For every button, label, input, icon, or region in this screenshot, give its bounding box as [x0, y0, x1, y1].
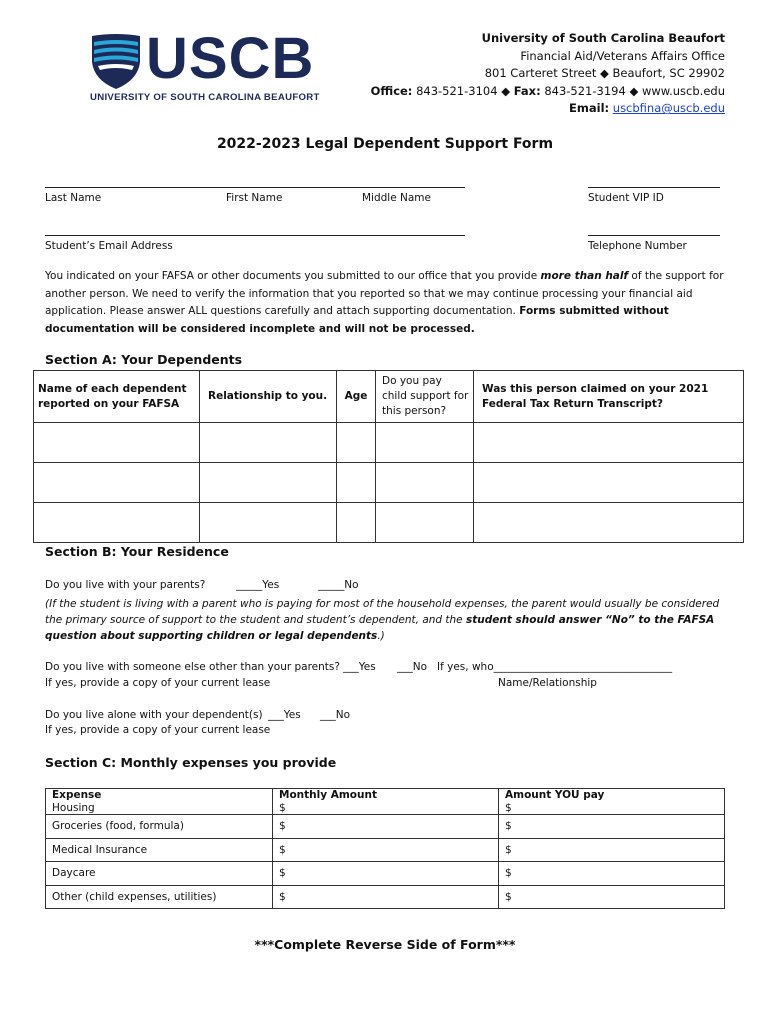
other-yes-option[interactable]: ___Yes [343, 661, 376, 673]
you-pay-amount[interactable]: $ [499, 838, 725, 862]
monthly-amount: $ [279, 802, 286, 814]
office-name: Financial Aid/Veterans Affairs Office [520, 48, 725, 63]
last-name-label: Last Name [45, 192, 102, 204]
residence-note-bold: student should answer “No” to the FAFSA question about supporting children or legal dependents [45, 614, 715, 642]
street-address: 801 Carteret Street ◆ Beaufort, SC 29902 [484, 66, 725, 81]
monthly-amount[interactable]: $ [273, 838, 499, 862]
lease-note-2: If yes, provide a copy of your current lease [45, 724, 271, 736]
you-pay-cell[interactable] [499, 789, 725, 815]
monthly-amount[interactable]: $ [273, 815, 499, 839]
office-label: Office: [370, 83, 413, 98]
residence-note-text: (If the student is living with a parent who is paying for most of the household expenses, the parent would usually be considered the primary source of support to the student and student’s dependent, and the [45, 598, 720, 626]
monthly-amount[interactable]: $ [273, 862, 499, 886]
intro-paragraph [45, 268, 735, 338]
alone-no-option[interactable]: ___No [320, 709, 351, 721]
residence-note [45, 596, 725, 644]
expense-cell [46, 789, 273, 815]
intro-warning: Forms submitted without documentation will be considered incomplete and will not be processed. [45, 305, 669, 335]
cell-input[interactable] [200, 423, 337, 463]
office-address-block [371, 30, 725, 118]
you-pay-amount[interactable]: $ [499, 862, 725, 886]
intro-text-2: of the support for another person. We need to verify the information that you reported so that we may continue processing your financial aid application. Please answer ALL questions carefully and attach supporting documentation. [45, 270, 724, 317]
table-row [34, 463, 744, 503]
table-row [34, 503, 744, 543]
reverse-side-note: ***Complete Reverse Side of Form*** [254, 937, 516, 952]
cell-input[interactable] [337, 423, 376, 463]
email-field-line[interactable] [45, 235, 465, 236]
col-amount-you-pay: Amount YOU pay [505, 789, 605, 801]
telephone-label: Telephone Number [588, 240, 687, 252]
vip-id-line[interactable] [588, 187, 720, 188]
you-pay-amount[interactable]: $ [499, 885, 725, 909]
cell-input[interactable] [200, 503, 337, 543]
intro-emphasis: more than half [540, 270, 629, 282]
cell-input[interactable] [200, 463, 337, 503]
intro-text-1: You indicated on your FAFSA or other documents you submitted to our office that you provide [45, 270, 541, 282]
expenses-table [45, 788, 725, 909]
col-dependent-name: Name of each dependent reported on your FAFSA [34, 371, 200, 423]
live-with-other-question: Do you live with someone else other than your parents? [45, 661, 340, 673]
cell-input[interactable] [376, 423, 474, 463]
monthly-cell[interactable] [273, 789, 499, 815]
section-b-title: Section B: Your Residence [45, 544, 229, 559]
col-age: Age [337, 371, 376, 423]
lease-note-1: If yes, provide a copy of your current lease [45, 677, 271, 689]
monthly-amount[interactable]: $ [273, 885, 499, 909]
table-row [46, 789, 725, 815]
cell-input[interactable] [34, 503, 200, 543]
email-label: Email: [569, 101, 610, 116]
alone-yes-option[interactable]: ___Yes [268, 709, 301, 721]
cell-input[interactable] [474, 423, 744, 463]
expense-label: Daycare [46, 862, 273, 886]
you-pay-amount: $ [505, 802, 512, 814]
cell-input[interactable] [376, 503, 474, 543]
col-monthly-amount: Monthly Amount [279, 789, 377, 801]
logo-wordmark: USCB [146, 26, 315, 91]
middle-name-label: Middle Name [362, 192, 431, 204]
cell-input[interactable] [34, 463, 200, 503]
email-address-label: Student’s Email Address [45, 240, 173, 252]
office-phone: 843-521-3104 ◆ [416, 83, 511, 98]
who-field[interactable]: If yes, who__________________________________ [437, 661, 673, 673]
col-child-support: Do you pay child support for this person? [376, 371, 474, 423]
expense-label: Other (child expenses, utilities) [46, 885, 273, 909]
cell-input[interactable] [474, 503, 744, 543]
other-no-option[interactable]: ___No [397, 661, 428, 673]
name-relationship-label: Name/Relationship [498, 677, 597, 689]
you-pay-amount[interactable]: $ [499, 815, 725, 839]
email-line [371, 100, 725, 118]
col-tax-claimed: Was this person claimed on your 2021 Federal Tax Return Transcript? [474, 371, 744, 423]
table-row [46, 815, 725, 839]
table-row [46, 885, 725, 909]
name-line[interactable] [45, 187, 465, 188]
fax-phone: 843-521-3194 ◆ www.uscb.edu [544, 83, 725, 98]
phone-field-line[interactable] [588, 235, 720, 236]
parents-no-option[interactable]: _____No [318, 579, 359, 591]
col-relationship: Relationship to you. [200, 371, 337, 423]
live-alone-question: Do you live alone with your dependent(s) [45, 709, 263, 721]
expense-label: Groceries (food, formula) [46, 815, 273, 839]
col-expense: Expense [52, 789, 102, 801]
cell-input[interactable] [474, 463, 744, 503]
form-title: 2022-2023 Legal Dependent Support Form [216, 136, 554, 152]
vip-id-label: Student VIP ID [588, 192, 664, 204]
residence-note-end: .) [377, 630, 385, 642]
email-link[interactable]: uscbfina@uscb.edu [612, 101, 725, 116]
dependents-table [33, 370, 744, 543]
phone-line [371, 83, 725, 101]
live-with-parents-question: Do you live with your parents? [45, 579, 206, 591]
university-name: University of South Carolina Beaufort [481, 31, 725, 45]
table-row [46, 862, 725, 886]
cell-input[interactable] [337, 503, 376, 543]
fax-label: Fax: [513, 83, 541, 98]
section-c-title: Section C: Monthly expenses you provide [45, 755, 337, 770]
uscb-logo [90, 26, 330, 106]
expense-label: Medical Insurance [46, 838, 273, 862]
first-name-label: First Name [226, 192, 283, 204]
cell-input[interactable] [376, 463, 474, 503]
table-row [34, 423, 744, 463]
logo-subtitle: UNIVERSITY OF SOUTH CAROLINA BEAUFORT [90, 92, 320, 103]
expense-label: Housing [52, 802, 95, 814]
parents-yes-option[interactable]: _____Yes [236, 579, 280, 591]
shield-wave-icon [90, 32, 142, 90]
cell-input[interactable] [337, 463, 376, 503]
table-row [46, 838, 725, 862]
section-a-title: Section A: Your Dependents [45, 352, 243, 367]
table-header-row [34, 371, 744, 423]
cell-input[interactable] [34, 423, 200, 463]
